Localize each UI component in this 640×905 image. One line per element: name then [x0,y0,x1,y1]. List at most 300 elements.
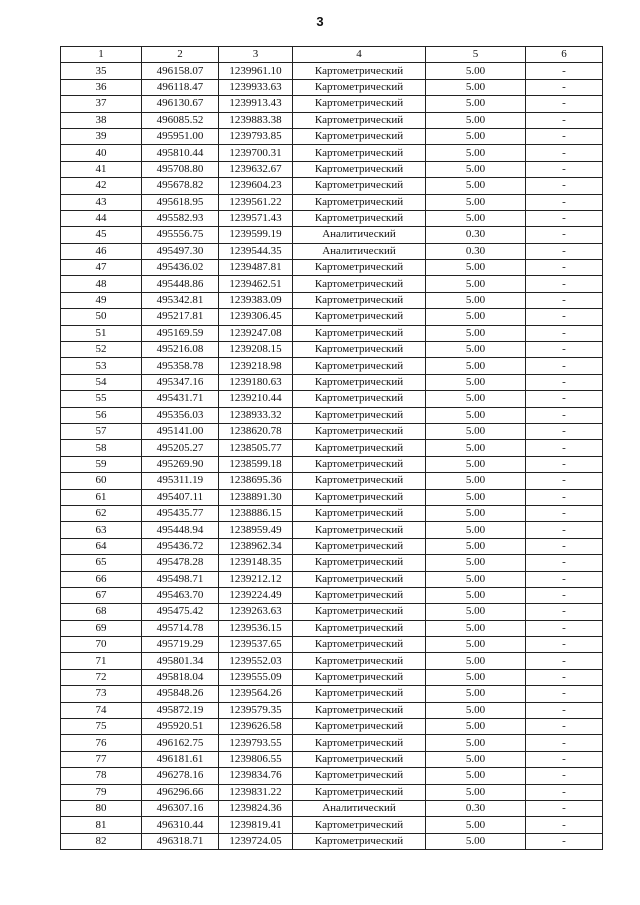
method-cell: Аналитический [293,243,426,259]
method-cell: Картометрический [293,620,426,636]
description-cell: - [526,194,603,210]
y-coordinate-cell: 1238695.36 [219,473,293,489]
accuracy-cell: 5.00 [426,653,526,669]
point-number-cell: 80 [61,800,142,816]
accuracy-cell: 5.00 [426,489,526,505]
table-row [61,735,603,751]
description-cell: - [526,604,603,620]
y-coordinate-cell: 1239883.38 [219,112,293,128]
method-cell: Картометрический [293,358,426,374]
accuracy-cell: 5.00 [426,473,526,489]
method-cell: Картометрический [293,637,426,653]
y-coordinate-cell: 1239831.22 [219,784,293,800]
y-coordinate-cell: 1238933.32 [219,407,293,423]
point-number-cell: 48 [61,276,142,292]
point-number-cell: 45 [61,227,142,243]
method-cell: Картометрический [293,522,426,538]
point-number-cell: 75 [61,719,142,735]
y-coordinate-cell: 1239552.03 [219,653,293,669]
description-cell: - [526,702,603,718]
description-cell: - [526,440,603,456]
description-cell: - [526,587,603,603]
y-coordinate-cell: 1239561.22 [219,194,293,210]
description-cell: - [526,63,603,79]
accuracy-cell: 5.00 [426,784,526,800]
x-coordinate-cell: 495216.08 [142,342,219,358]
table-row [61,473,603,489]
method-cell: Картометрический [293,587,426,603]
y-coordinate-cell: 1238959.49 [219,522,293,538]
method-cell: Картометрический [293,79,426,95]
x-coordinate-cell: 495217.81 [142,309,219,325]
x-coordinate-cell: 495708.80 [142,161,219,177]
description-cell: - [526,653,603,669]
point-number-cell: 72 [61,669,142,685]
table-row [61,128,603,144]
method-cell: Картометрический [293,489,426,505]
table-row [61,768,603,784]
point-number-cell: 51 [61,325,142,341]
page-number: 3 [316,14,324,29]
accuracy-cell: 5.00 [426,210,526,226]
y-coordinate-cell: 1239218.98 [219,358,293,374]
accuracy-cell: 5.00 [426,63,526,79]
accuracy-cell: 5.00 [426,768,526,784]
accuracy-cell: 5.00 [426,669,526,685]
x-coordinate-cell: 495448.86 [142,276,219,292]
accuracy-cell: 5.00 [426,555,526,571]
table-row [61,702,603,718]
point-number-cell: 82 [61,833,142,849]
column-header-1: 1 [61,47,142,63]
description-cell: - [526,489,603,505]
table-row [61,79,603,95]
table-row [61,800,603,816]
y-coordinate-cell: 1239793.55 [219,735,293,751]
description-cell: - [526,342,603,358]
point-number-cell: 78 [61,768,142,784]
y-coordinate-cell: 1239700.31 [219,145,293,161]
y-coordinate-cell: 1239210.44 [219,391,293,407]
x-coordinate-cell: 495618.95 [142,194,219,210]
description-cell: - [526,800,603,816]
description-cell: - [526,456,603,472]
table-row [61,604,603,620]
table-row [61,407,603,423]
table-row [61,456,603,472]
y-coordinate-cell: 1239536.15 [219,620,293,636]
method-cell: Картометрический [293,538,426,554]
method-cell: Картометрический [293,423,426,439]
table-row [61,309,603,325]
table-header [61,47,603,63]
point-number-cell: 55 [61,391,142,407]
accuracy-cell: 5.00 [426,735,526,751]
method-cell: Картометрический [293,342,426,358]
x-coordinate-cell: 496318.71 [142,833,219,849]
description-cell: - [526,325,603,341]
description-cell: - [526,145,603,161]
accuracy-cell: 5.00 [426,505,526,521]
x-coordinate-cell: 496296.66 [142,784,219,800]
method-cell: Картометрический [293,817,426,833]
description-cell: - [526,538,603,554]
point-number-cell: 38 [61,112,142,128]
table-row [61,686,603,702]
description-cell: - [526,751,603,767]
x-coordinate-cell: 495407.11 [142,489,219,505]
y-coordinate-cell: 1238599.18 [219,456,293,472]
table-row [61,112,603,128]
point-number-cell: 54 [61,374,142,390]
point-number-cell: 74 [61,702,142,718]
point-number-cell: 63 [61,522,142,538]
table-row [61,342,603,358]
x-coordinate-cell: 495714.78 [142,620,219,636]
x-coordinate-cell: 495498.71 [142,571,219,587]
y-coordinate-cell: 1239824.36 [219,800,293,816]
x-coordinate-cell: 495818.04 [142,669,219,685]
y-coordinate-cell: 1239626.58 [219,719,293,735]
description-cell: - [526,243,603,259]
point-number-cell: 53 [61,358,142,374]
accuracy-cell: 5.00 [426,292,526,308]
x-coordinate-cell: 496130.67 [142,96,219,112]
x-coordinate-cell: 495435.77 [142,505,219,521]
description-cell: - [526,276,603,292]
y-coordinate-cell: 1238505.77 [219,440,293,456]
table-row [61,292,603,308]
y-coordinate-cell: 1239913.43 [219,96,293,112]
accuracy-cell: 5.00 [426,833,526,849]
x-coordinate-cell: 495342.81 [142,292,219,308]
x-coordinate-cell: 495347.16 [142,374,219,390]
x-coordinate-cell: 496307.16 [142,800,219,816]
accuracy-cell: 5.00 [426,391,526,407]
table-row [61,325,603,341]
y-coordinate-cell: 1239208.15 [219,342,293,358]
y-coordinate-cell: 1239263.63 [219,604,293,620]
method-cell: Картометрический [293,768,426,784]
x-coordinate-cell: 495475.42 [142,604,219,620]
x-coordinate-cell: 495497.30 [142,243,219,259]
point-number-cell: 60 [61,473,142,489]
accuracy-cell: 5.00 [426,571,526,587]
method-cell: Картометрический [293,145,426,161]
x-coordinate-cell: 496181.61 [142,751,219,767]
method-cell: Картометрический [293,292,426,308]
y-coordinate-cell: 1239834.76 [219,768,293,784]
method-cell: Картометрический [293,63,426,79]
accuracy-cell: 5.00 [426,79,526,95]
table-row [61,522,603,538]
point-number-cell: 56 [61,407,142,423]
table-row [61,620,603,636]
accuracy-cell: 5.00 [426,637,526,653]
column-header-2: 2 [142,47,219,63]
description-cell: - [526,79,603,95]
y-coordinate-cell: 1239544.35 [219,243,293,259]
table-row [61,817,603,833]
y-coordinate-cell: 1239632.67 [219,161,293,177]
method-cell: Картометрический [293,309,426,325]
table-row [61,751,603,767]
point-number-cell: 58 [61,440,142,456]
point-number-cell: 79 [61,784,142,800]
table-row [61,719,603,735]
description-cell: - [526,96,603,112]
point-number-cell: 73 [61,686,142,702]
y-coordinate-cell: 1239599.19 [219,227,293,243]
method-cell: Картометрический [293,276,426,292]
method-cell: Картометрический [293,653,426,669]
x-coordinate-cell: 495719.29 [142,637,219,653]
accuracy-cell: 5.00 [426,620,526,636]
table-row [61,423,603,439]
accuracy-cell: 5.00 [426,342,526,358]
x-coordinate-cell: 495141.00 [142,423,219,439]
x-coordinate-cell: 496158.07 [142,63,219,79]
method-cell: Картометрический [293,473,426,489]
description-cell: - [526,473,603,489]
point-number-cell: 41 [61,161,142,177]
y-coordinate-cell: 1239819.41 [219,817,293,833]
point-number-cell: 62 [61,505,142,521]
point-number-cell: 77 [61,751,142,767]
accuracy-cell: 5.00 [426,309,526,325]
column-header-6: 6 [526,47,603,63]
x-coordinate-cell: 495920.51 [142,719,219,735]
accuracy-cell: 5.00 [426,686,526,702]
x-coordinate-cell: 495463.70 [142,587,219,603]
x-coordinate-cell: 495269.90 [142,456,219,472]
point-number-cell: 70 [61,637,142,653]
point-number-cell: 61 [61,489,142,505]
table-row [61,227,603,243]
description-cell: - [526,128,603,144]
method-cell: Картометрический [293,719,426,735]
x-coordinate-cell: 495872.19 [142,702,219,718]
y-coordinate-cell: 1239571.43 [219,210,293,226]
method-cell: Картометрический [293,391,426,407]
accuracy-cell: 5.00 [426,407,526,423]
method-cell: Картометрический [293,686,426,702]
y-coordinate-cell: 1238886.15 [219,505,293,521]
table-row [61,243,603,259]
point-number-cell: 76 [61,735,142,751]
point-number-cell: 47 [61,260,142,276]
point-number-cell: 57 [61,423,142,439]
x-coordinate-cell: 496085.52 [142,112,219,128]
method-cell: Картометрический [293,112,426,128]
point-number-cell: 39 [61,128,142,144]
method-cell: Картометрический [293,374,426,390]
method-cell: Картометрический [293,178,426,194]
table-row [61,96,603,112]
method-cell: Картометрический [293,325,426,341]
point-number-cell: 43 [61,194,142,210]
description-cell: - [526,358,603,374]
point-number-cell: 36 [61,79,142,95]
table-row [61,669,603,685]
point-number-cell: 71 [61,653,142,669]
description-cell: - [526,620,603,636]
y-coordinate-cell: 1239224.49 [219,587,293,603]
accuracy-cell: 5.00 [426,178,526,194]
method-cell: Картометрический [293,128,426,144]
x-coordinate-cell: 496278.16 [142,768,219,784]
description-cell: - [526,407,603,423]
coordinates-table [60,46,603,850]
point-number-cell: 64 [61,538,142,554]
table-row [61,587,603,603]
y-coordinate-cell: 1239564.26 [219,686,293,702]
accuracy-cell: 5.00 [426,161,526,177]
x-coordinate-cell: 495205.27 [142,440,219,456]
table-row [61,178,603,194]
accuracy-cell: 5.00 [426,702,526,718]
accuracy-cell: 5.00 [426,538,526,554]
accuracy-cell: 5.00 [426,440,526,456]
accuracy-cell: 5.00 [426,817,526,833]
y-coordinate-cell: 1239933.63 [219,79,293,95]
accuracy-cell: 0.30 [426,800,526,816]
y-coordinate-cell: 1239462.51 [219,276,293,292]
x-coordinate-cell: 495810.44 [142,145,219,161]
accuracy-cell: 5.00 [426,96,526,112]
table-row [61,210,603,226]
x-coordinate-cell: 495478.28 [142,555,219,571]
y-coordinate-cell: 1239306.45 [219,309,293,325]
x-coordinate-cell: 495556.75 [142,227,219,243]
y-coordinate-cell: 1239604.23 [219,178,293,194]
accuracy-cell: 5.00 [426,374,526,390]
description-cell: - [526,227,603,243]
accuracy-cell: 5.00 [426,587,526,603]
point-number-cell: 46 [61,243,142,259]
description-cell: - [526,178,603,194]
accuracy-cell: 5.00 [426,751,526,767]
description-cell: - [526,686,603,702]
method-cell: Картометрический [293,702,426,718]
table-row [61,489,603,505]
description-cell: - [526,391,603,407]
accuracy-cell: 5.00 [426,719,526,735]
method-cell: Картометрический [293,210,426,226]
method-cell: Картометрический [293,194,426,210]
point-number-cell: 44 [61,210,142,226]
table-row [61,538,603,554]
accuracy-cell: 5.00 [426,325,526,341]
point-number-cell: 40 [61,145,142,161]
y-coordinate-cell: 1239212.12 [219,571,293,587]
x-coordinate-cell: 495848.26 [142,686,219,702]
table-row [61,637,603,653]
table-row [61,260,603,276]
description-cell: - [526,669,603,685]
x-coordinate-cell: 495356.03 [142,407,219,423]
description-cell: - [526,571,603,587]
y-coordinate-cell: 1239487.81 [219,260,293,276]
point-number-cell: 42 [61,178,142,194]
method-cell: Картометрический [293,161,426,177]
method-cell: Картометрический [293,604,426,620]
accuracy-cell: 0.30 [426,243,526,259]
description-cell: - [526,637,603,653]
x-coordinate-cell: 496118.47 [142,79,219,95]
x-coordinate-cell: 495678.82 [142,178,219,194]
description-cell: - [526,112,603,128]
x-coordinate-cell: 495436.72 [142,538,219,554]
y-coordinate-cell: 1239793.85 [219,128,293,144]
description-cell: - [526,719,603,735]
y-coordinate-cell: 1239537.65 [219,637,293,653]
description-cell: - [526,260,603,276]
method-cell: Картометрический [293,735,426,751]
accuracy-cell: 5.00 [426,260,526,276]
accuracy-cell: 5.00 [426,423,526,439]
column-header-5: 5 [426,47,526,63]
table-row [61,194,603,210]
method-cell: Картометрический [293,833,426,849]
table-row [61,784,603,800]
y-coordinate-cell: 1239180.63 [219,374,293,390]
point-number-cell: 81 [61,817,142,833]
point-number-cell: 59 [61,456,142,472]
y-coordinate-cell: 1239555.09 [219,669,293,685]
method-cell: Картометрический [293,784,426,800]
point-number-cell: 37 [61,96,142,112]
y-coordinate-cell: 1239247.08 [219,325,293,341]
header-row [61,47,603,63]
description-cell: - [526,210,603,226]
table-row [61,440,603,456]
point-number-cell: 68 [61,604,142,620]
accuracy-cell: 5.00 [426,276,526,292]
method-cell: Картометрический [293,260,426,276]
description-cell: - [526,505,603,521]
method-cell: Картометрический [293,555,426,571]
table-row [61,276,603,292]
accuracy-cell: 5.00 [426,112,526,128]
description-cell: - [526,309,603,325]
method-cell: Аналитический [293,800,426,816]
column-header-4: 4 [293,47,426,63]
x-coordinate-cell: 495311.19 [142,473,219,489]
point-number-cell: 35 [61,63,142,79]
table-row [61,571,603,587]
method-cell: Аналитический [293,227,426,243]
description-cell: - [526,292,603,308]
description-cell: - [526,817,603,833]
x-coordinate-cell: 495169.59 [142,325,219,341]
method-cell: Картометрический [293,751,426,767]
description-cell: - [526,784,603,800]
x-coordinate-cell: 495436.02 [142,260,219,276]
point-number-cell: 52 [61,342,142,358]
table-row [61,358,603,374]
method-cell: Картометрический [293,407,426,423]
description-cell: - [526,161,603,177]
method-cell: Картометрический [293,440,426,456]
x-coordinate-cell: 495431.71 [142,391,219,407]
point-number-cell: 49 [61,292,142,308]
x-coordinate-cell: 495582.93 [142,210,219,226]
table-row [61,833,603,849]
table-row [61,555,603,571]
x-coordinate-cell: 495358.78 [142,358,219,374]
point-number-cell: 67 [61,587,142,603]
